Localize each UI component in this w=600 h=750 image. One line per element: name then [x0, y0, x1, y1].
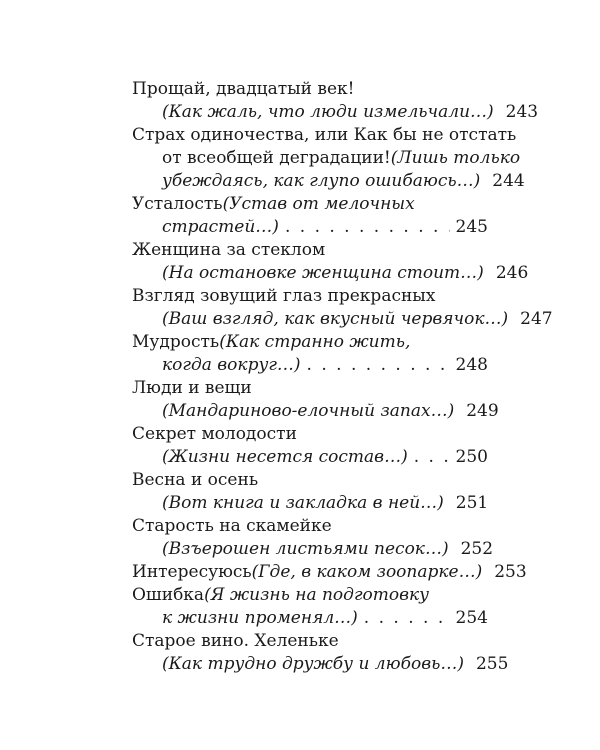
toc-title-line [132, 630, 488, 653]
toc-page-line [132, 170, 525, 193]
page-number: 248 [455, 355, 488, 375]
entry-title: Женщина за стеклом [132, 240, 326, 260]
entry-title: Ошибка [132, 585, 205, 605]
entry-title: Прощай, двадцатый век! [132, 79, 355, 99]
toc-title-line [132, 285, 488, 308]
entry-first-line: (Как трудно дружбу и любовь…) [162, 654, 464, 674]
entry-first-line: (Я жизнь на подготовку [204, 585, 430, 605]
toc-title-line [132, 584, 488, 607]
entry-first-line: когда вокруг…) [162, 355, 301, 375]
toc-title-line [132, 78, 488, 101]
page-number: 249 [466, 401, 499, 421]
toc-page-line [132, 653, 509, 676]
dot-leader [285, 216, 450, 239]
toc-title-line [132, 147, 521, 170]
entry-first-line: (Взъерошен листьями песок…) [162, 539, 449, 559]
dot-leader [364, 607, 450, 630]
toc-page-line [132, 101, 539, 124]
toc-title-line [132, 377, 488, 400]
entry-title: Усталость [132, 194, 223, 214]
entry-first-line: (Как жаль, что люди измельчали…) [162, 102, 494, 122]
entry-first-line: (Жизни несется состав…) [162, 447, 408, 467]
toc-page-line [132, 354, 488, 377]
toc-page-line [132, 400, 499, 423]
toc-page-line [132, 561, 527, 584]
page-number: 246 [495, 263, 529, 283]
entry-first-line: (Ваш взгляд, как вкусный червячок…) [162, 309, 509, 329]
entry-title: Интересуюсь [132, 562, 252, 582]
page-number: 250 [455, 447, 488, 467]
entry-first-line: (Где, в каком зоопарке…) [251, 562, 483, 582]
entry-title: Мудрость [132, 332, 220, 352]
entry-title: Страх одиночества, или Как бы не отстать [132, 125, 517, 145]
toc-title-line [132, 331, 488, 354]
toc-page-line [132, 607, 488, 630]
toc-page-line [132, 262, 529, 285]
entry-first-line: (Вот книга и закладка в ней…) [162, 493, 444, 513]
toc-title-line [132, 469, 488, 492]
toc-title-line [132, 423, 488, 446]
entry-first-line: (На остановке женщина стоит…) [162, 263, 484, 283]
entry-title: Люди и вещи [132, 378, 252, 398]
page-number: 255 [475, 654, 509, 674]
entry-title: Весна и осень [132, 470, 259, 490]
toc-page-line [132, 446, 488, 469]
toc-title-line [132, 515, 488, 538]
page-number: 244 [492, 171, 525, 191]
page-number: 245 [455, 217, 488, 237]
entry-title-continued: от всеобщей деградации! [162, 148, 391, 168]
entry-first-line: (Устав от мелочных [222, 194, 415, 214]
page-number: 254 [455, 608, 488, 628]
entry-title: Взгляд зовущий глаз прекрасных [132, 286, 436, 306]
entry-title: Старое вино. Хеленьке [132, 631, 339, 651]
toc-page-line [132, 216, 488, 239]
page-number: 253 [494, 562, 527, 582]
page-number: 247 [520, 309, 553, 329]
entry-first-line: (Мандариново-елочный запах…) [162, 401, 455, 421]
entry-first-line: страстей…) [162, 217, 279, 237]
entry-first-line: (Как странно жить, [219, 332, 411, 352]
page-number: 243 [505, 102, 539, 122]
toc-page-line [132, 492, 488, 515]
entry-first-line: убеждаясь, как глупо ошибаюсь…) [162, 171, 481, 191]
toc-page-line [132, 538, 494, 561]
page-number: 252 [460, 539, 494, 559]
entry-title: Секрет молодости [132, 424, 297, 444]
page-number: 251 [455, 493, 489, 513]
dot-leader [414, 446, 450, 469]
toc-title-line [132, 193, 488, 216]
toc-page-line [132, 308, 553, 331]
entry-first-line: к жизни променял…) [162, 608, 358, 628]
dot-leader [307, 354, 450, 377]
table-of-contents [132, 78, 553, 676]
toc-title-line [132, 239, 488, 262]
entry-first-line: (Лишь только [390, 148, 521, 168]
toc-title-line [132, 124, 517, 147]
entry-title: Старость на скамейке [132, 516, 332, 536]
